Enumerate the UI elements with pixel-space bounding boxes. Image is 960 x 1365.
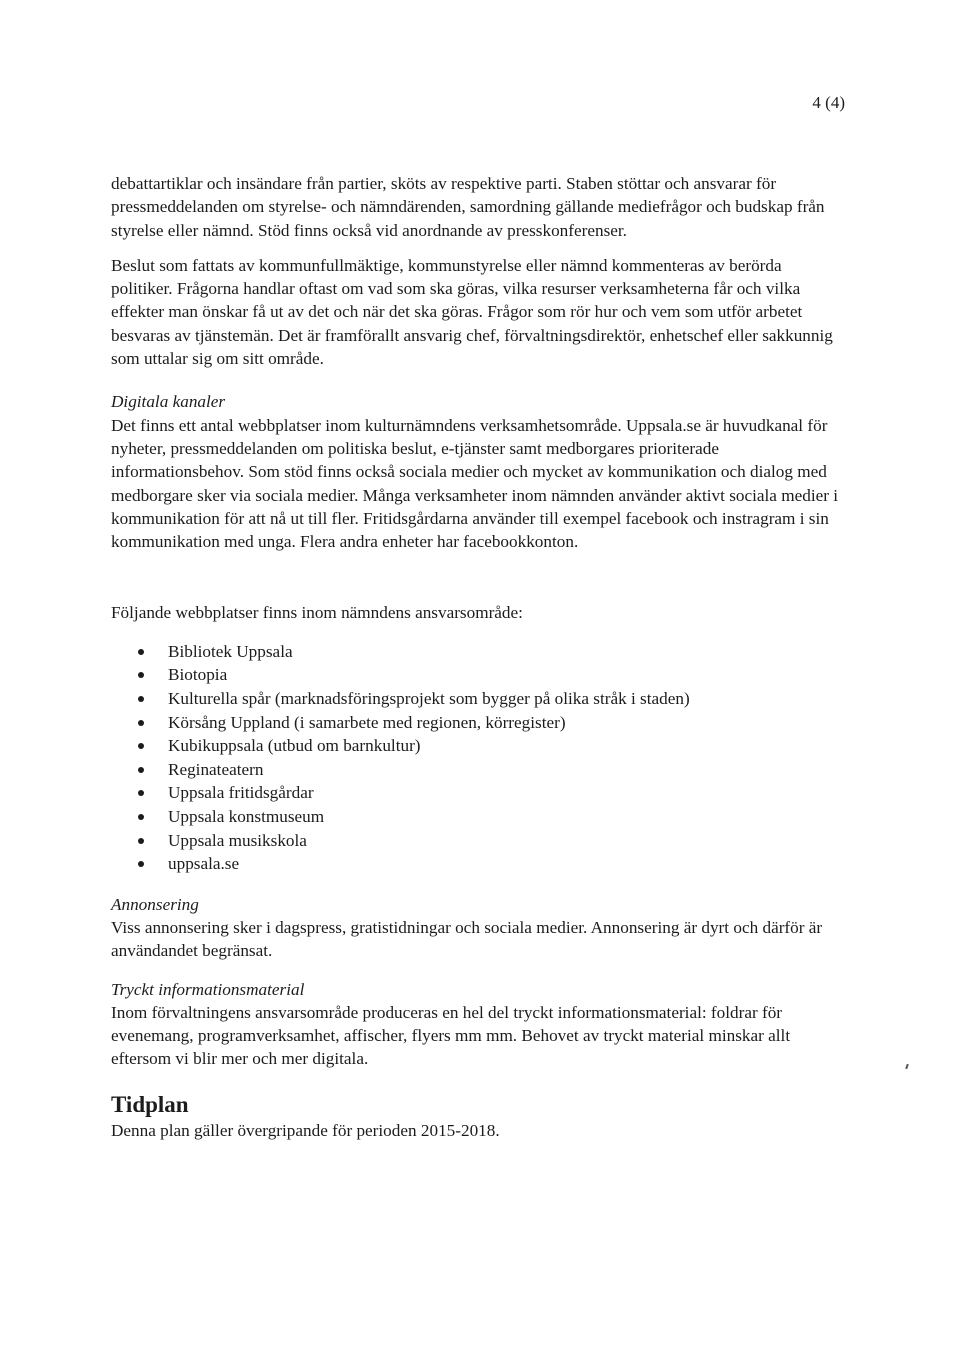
document-body: [111, 172, 847, 1142]
list-item: uppsala.se: [111, 852, 847, 876]
paragraph-digital-channels: Det finns ett antal webbplatser inom kulturnämndens verksamhetsområde. Uppsala.se är huvudkanal för nyheter, pressmeddelanden om politiska beslut, e-tjänster samt medborgares prioriterade informationsbehov. Som stöd finns också sociala medier och mycket av kommunikation och dialog med medborgare sker via sociala medier. Många verksamheter inom nämnden använder aktivt sociala medier i kommunikation för att nå ut till fler. Fritidsgårdarna använder till exempel facebook och instragram i sin kommunikation med unga. Flera andra enheter har facebookkonton.: [111, 415, 839, 552]
paragraph-tidplan: Denna plan gäller övergripande för perioden 2015-2018.: [111, 1120, 500, 1140]
heading-digital-channels: Digitala kanaler: [111, 392, 226, 412]
paragraph-decisions: Beslut som fattats av kommunfullmäktige, kommunstyrelse eller nämnd kommenteras av berörda politiker. Frågorna handlar oftast om vad som ska göras, vilka resurser verksamheterna får och vilka effekter man önskar få ut av det och när det ska göras. Frågor som rör hur och vem som utför arbetet besvaras av tjänstemän. Det är framförallt ansvarig chef, förvaltningsdirektör, enhetschef eller sakkunnig som uttalar sig om sitt område.: [111, 255, 833, 369]
list-item: Uppsala fritidsgårdar: [111, 781, 847, 805]
websites-list: [111, 640, 847, 876]
paragraph-press: debattartiklar och insändare från partier, sköts av respektive parti. Staben stöttar och ansvarar för pressmeddelanden om styrelse- och nämndärenden, samordning gällande mediefrågor och budskap från styrelse eller nämnd. Stöd finns också vid anordnande av presskonferenser.: [111, 174, 825, 240]
list-item: Uppsala konstmuseum: [111, 805, 847, 829]
list-item: Biotopia: [111, 663, 847, 687]
list-item: Kubikuppsala (utbud om barnkultur): [111, 734, 847, 758]
paragraph-printed-material: Inom förvaltningens ansvarsområde produceras en hel del tryckt informationsmaterial: foldrar för evenemang, programverksamhet, affischer, flyers mm mm. Behovet av tryckt material minskar allt eftersom vi blir mer och mer digitala.: [111, 1002, 791, 1069]
scan-speck: [905, 1064, 909, 1069]
list-item: Körsång Uppland (i samarbete med regionen, körregister): [111, 711, 847, 735]
heading-printed-material: Tryckt informationsmaterial: [111, 979, 305, 999]
list-item: Reginateatern: [111, 758, 847, 782]
websites-intro: Följande webbplatser finns inom nämndens ansvarsområde:: [111, 603, 523, 623]
list-item: Bibliotek Uppsala: [111, 640, 847, 664]
page-number: 4 (4): [812, 93, 845, 112]
heading-annonsering: Annonsering: [111, 894, 199, 914]
heading-tidplan: Tidplan: [111, 1091, 189, 1117]
list-item: Uppsala musikskola: [111, 829, 847, 853]
list-item: Kulturella spår (marknadsföringsprojekt som bygger på olika stråk i staden): [111, 687, 847, 711]
paragraph-annonsering: Viss annonsering sker i dagspress, gratistidningar och sociala medier. Annonsering är dyrt och därför är användandet begränsat.: [111, 917, 823, 961]
